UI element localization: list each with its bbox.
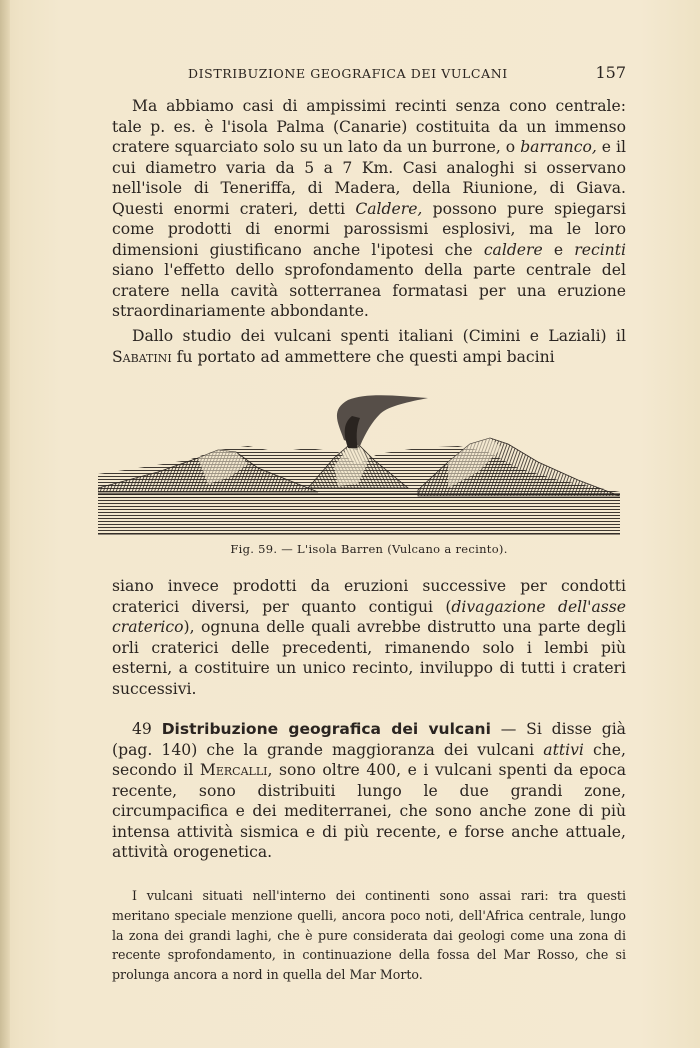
figure-caption: Fig. 59. — L'isola Barren (Vulcano a recinto).: [230, 542, 508, 556]
paragraph-calderas: [112, 96, 626, 322]
barren-island-engraving: [98, 388, 620, 538]
paragraph-text: Dallo studio dei vulcani spenti italiani (Cimini e Laziali) il Sabatini fu portato ad ammettere che questi ampi bacini: [112, 327, 626, 366]
footnote-text: I vulcani situati nell'interno dei continenti sono assai rari: tra questi meritano speciale menzione quelli, ancora poco noti, dell'Africa centrale, lungo la zona dei grandi laghi, che è pure considerata dai geologi come una zona di recente sprofondamento, in continuazione della fossa del Mar Rosso, che si prolunga ancora a nord in quella del Mar Morto.: [112, 888, 626, 983]
section-paragraph: 49 Distribuzione geografica dei vulcani — Si disse già (pag. 140) che la grande maggioranza dei vulcani attivi che, secondo il Mercalli, sono oltre 400, e i vulcani spenti da epoca recente, sono distribuiti lungo le due grandi zone, circumpacifica e dei mediterranei, che sono anche zone di più intensa attività sismica e di più recente, e forse anche attuale, attività orogenetica.: [112, 720, 627, 861]
section-49: [112, 719, 626, 863]
running-title: DISTRIBUZIONE GEOGRAFICA DEI VULCANI: [188, 66, 508, 81]
page-gutter: [0, 0, 10, 1048]
running-header: [188, 63, 626, 82]
page-number: 157: [595, 63, 626, 82]
paragraph-sabatini: [112, 326, 626, 367]
paragraph-successive-eruptions: [112, 576, 626, 699]
paragraph-text: siano invece prodotti da eruzioni successive per condotti craterici diversi, per quanto contigui (divagazione dell'asse craterico), ognuna delle quali avrebbe distrutto una parte degli orli craterici delle precedenti, rimanendo solo i lembi più esterni, a costituire un unico recinto, inviluppo di tutti i crateri successivi.: [112, 577, 626, 698]
section-number: 49: [132, 720, 152, 738]
footnote: [112, 886, 626, 985]
paragraph-text: Ma abbiamo casi di ampissimi recinti senza cono centrale: tale p. es. è l'isola Palma (Canarie) costituita da un immenso cratere squarciato solo su un lato da un burrone, o barranco, e il cui diametro varia da 5 a 7 Km. Casi analoghi si osservano nell'isole di Teneriffa, di Madera, della Riunione, di Giava. Questi enormi crateri, detti Caldere, possono pure spiegarsi come prodotti di enormi parossismi esplosivi, ma le loro dimensioni giustificano anche l'ipotesi che caldere e recinti siano l'effetto dello sprofondamento della parte centrale del cratere nella cavità sotterranea formatasi per una eruzione straordinariamente abbondante.: [112, 97, 626, 320]
section-title: Distribuzione geografica dei vulcani: [161, 720, 491, 738]
